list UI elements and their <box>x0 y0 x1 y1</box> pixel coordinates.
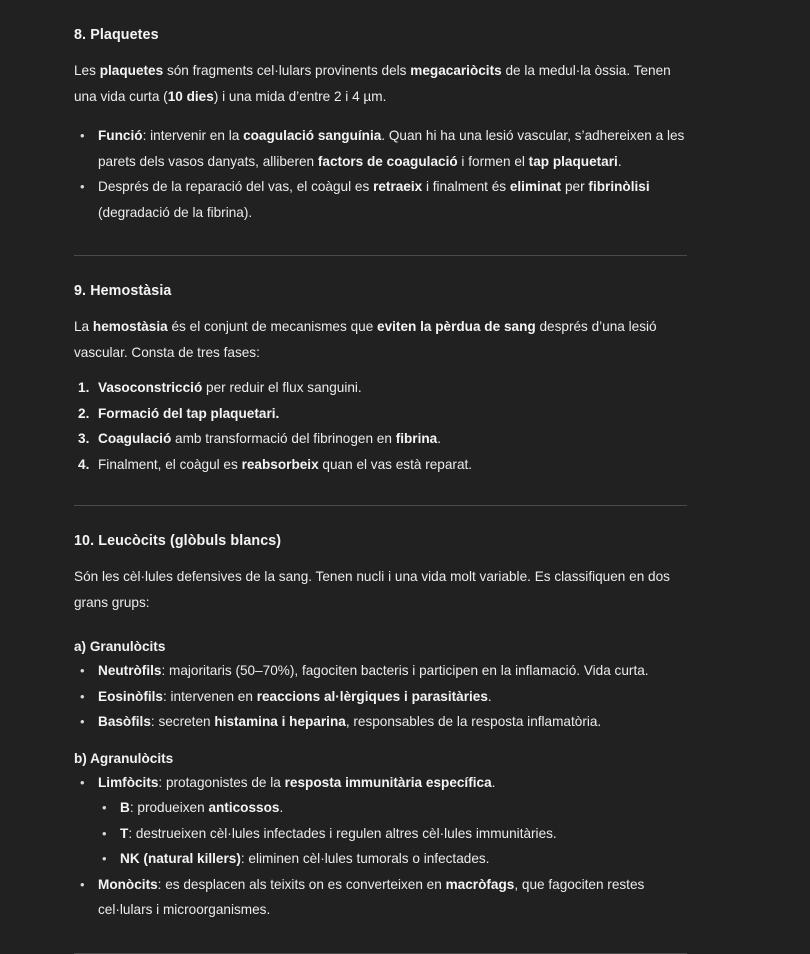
paragraph-hemostasia-intro <box>74 314 687 365</box>
text-run-bold: Vasoconstricció <box>98 380 203 395</box>
text-run: . <box>437 431 442 446</box>
text-run-bold: Monòcits <box>98 876 158 892</box>
text-run-bold: retraeix <box>373 179 423 194</box>
section-divider-3 <box>74 953 687 954</box>
spacer <box>74 735 687 747</box>
text-run: : produeixen <box>129 800 209 815</box>
text-run-bold: reabsorbeix <box>241 456 319 472</box>
text-run: : intervenen en <box>162 688 257 704</box>
list-item <box>74 658 687 684</box>
text-run: i finalment és <box>422 179 510 194</box>
text-run-bold: anticossos <box>208 800 280 815</box>
text-run-bold: tap plaquetari <box>528 153 618 169</box>
list-hemostasia-fases <box>74 375 687 477</box>
text-run: Finalment, el coàgul es <box>98 456 242 472</box>
text-run: . <box>491 774 496 790</box>
text-run-bold: hemostàsia <box>92 319 168 334</box>
text-run: ) i una mida d’entre 2 i 4 µm. <box>213 88 387 104</box>
text-run: : protagonistes de la <box>158 774 285 790</box>
list-item <box>74 872 687 923</box>
spacer <box>74 552 687 564</box>
list-item <box>96 821 687 847</box>
spacer <box>74 923 687 953</box>
section-plaquetes <box>74 24 687 225</box>
text-run: , responsables de la resposta inflamatòria. <box>345 714 602 729</box>
top-spacer <box>74 0 687 24</box>
text-run: : eliminen cèl·lules tumorals o infectades. <box>240 851 490 866</box>
list-item <box>96 846 687 872</box>
text-run-bold: eviten la pèrdua de sang <box>377 319 536 334</box>
spacer <box>74 615 687 635</box>
text-run: (degradació de la fibrina). <box>98 204 253 220</box>
section-hemostasia <box>74 280 687 477</box>
paragraph-leucocits-intro: Són les cèl·lules defensives de la sang. Tenen nucli i una vida molt variable. Es classifiquen en dos grans grups: <box>74 569 670 610</box>
list-item <box>74 684 687 710</box>
text-run-bold: macròfags <box>445 876 515 892</box>
list-plaquetes <box>74 123 687 225</box>
text-run: . Quan hi ha una lesió vascular, s’adhereixen a les parets dels vasos danyats, alliberen <box>98 128 685 169</box>
text-run-bold: histamina i heparina <box>214 714 346 729</box>
text-run: . <box>279 800 284 815</box>
text-run: quan el vas està reparat. <box>318 456 473 472</box>
text-run-bold: plaquetes <box>99 63 164 78</box>
text-run-bold: Formació del tap plaquetari. <box>98 405 280 421</box>
text-run: La <box>74 319 93 334</box>
text-run-bold: B <box>120 800 130 815</box>
text-run-bold: resposta immunitària específica <box>284 774 492 790</box>
text-run: són fragments cel·lulars provinents dels <box>163 63 411 78</box>
list-item <box>74 709 687 735</box>
spacer <box>74 302 687 314</box>
text-run-bold: Eosinòfils <box>98 688 163 704</box>
section-leucocits <box>74 530 687 923</box>
page-title-plaquetes: 8. Plaquetes <box>74 27 159 43</box>
list-granulocits <box>74 658 687 735</box>
text-run-bold: Funció <box>98 128 143 143</box>
paragraph-plaquetes-intro <box>74 58 687 109</box>
spacer <box>74 46 687 58</box>
spacer <box>74 477 687 505</box>
text-run-bold: Basòfils <box>98 714 151 729</box>
text-run: : destrueixen cèl·lules infectades i regulen altres cèl·lules immunitàries. <box>128 825 557 841</box>
text-run: per <box>561 179 589 194</box>
text-run: és el conjunt de mecanismes que <box>167 319 378 334</box>
spacer <box>74 109 687 123</box>
spacer <box>74 365 687 375</box>
text-run-bold: Coagulació <box>98 431 172 446</box>
list-item <box>74 452 687 478</box>
text-run-bold: megacariòcits <box>410 63 502 78</box>
text-run-bold: Limfòcits <box>98 774 159 790</box>
list-item <box>96 795 687 821</box>
list-item <box>74 375 687 401</box>
text-run: : es desplacen als teixits on es converteixen en <box>157 876 446 892</box>
list-item <box>74 401 687 427</box>
page-title-leucocits: 10. Leucòcits (glòbuls blancs) <box>74 533 282 549</box>
text-run: i formen el <box>457 153 529 169</box>
spacer <box>74 256 687 280</box>
list-agranulocits <box>74 770 687 796</box>
list-limfocits-tipus <box>74 795 687 872</box>
text-run: : majoritaris (50–70%), fagociten bacteris i participen en la inflamació. Vida curta. <box>161 663 649 678</box>
list-item <box>74 426 687 452</box>
text-run: amb transformació del fibrinogen en <box>171 431 396 446</box>
text-run-bold: NK (natural killers) <box>120 851 241 866</box>
text-run: : secreten <box>150 714 215 729</box>
list-monocits <box>74 872 687 923</box>
text-run-bold: coagulació sanguínia <box>243 128 382 143</box>
text-run: després d’una lesió vascular. Consta de tres fases: <box>74 319 657 360</box>
text-run: Les <box>74 63 100 78</box>
text-run: . <box>487 688 492 704</box>
list-item <box>74 123 687 174</box>
page-title-hemostasia: 9. Hemostàsia <box>74 283 172 299</box>
text-run-bold: fibrinòlisi <box>588 179 650 194</box>
text-run-bold: Neutròfils <box>98 663 162 678</box>
text-run-bold: eliminat <box>509 179 562 194</box>
spacer <box>74 225 687 255</box>
text-run: . <box>617 153 622 169</box>
list-item <box>74 174 687 225</box>
text-run: per reduir el flux sanguini. <box>202 380 362 395</box>
text-run-bold: 10 dies <box>167 88 214 104</box>
text-run: Després de la reparació del vas, el coàgul es <box>98 179 374 194</box>
text-run: : intervenir en la <box>142 128 244 143</box>
subheading-granulocits: a) Granulòcits <box>74 639 166 654</box>
text-run: de la medul·la òssia. Tenen una vida curta ( <box>74 63 671 104</box>
list-item <box>74 770 687 796</box>
text-run: , que fagociten restes cel·lulars i microorganismes. <box>98 876 645 917</box>
subheading-agranulocits: b) Agranulòcits <box>74 750 174 766</box>
text-run-bold: fibrina <box>395 431 438 446</box>
text-run-bold: T <box>120 825 129 841</box>
spacer <box>74 506 687 530</box>
text-run-bold: reaccions al·lèrgiques i parasitàries <box>256 688 488 704</box>
text-run-bold: factors de coagulació <box>317 153 458 169</box>
